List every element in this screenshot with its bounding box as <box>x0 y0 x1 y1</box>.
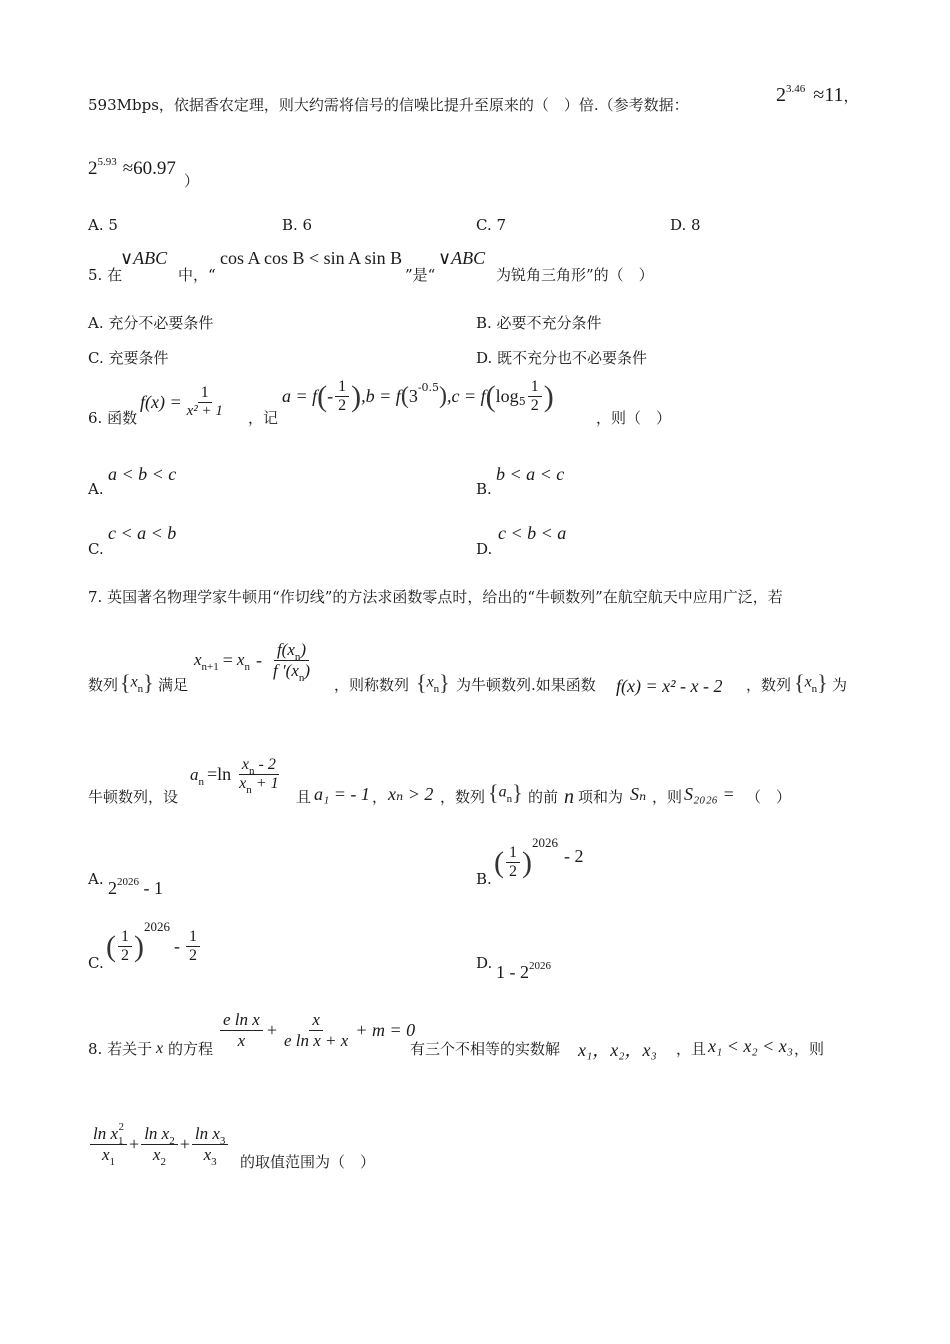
q6-fx: f(x) = <box>140 391 182 412</box>
q6-paren-b-close: ) <box>439 383 448 410</box>
q8-frac1-num: e ln x <box>220 1010 263 1031</box>
q7-l2-b: 满足 <box>158 676 189 694</box>
q8-roots: x₁，x₂，x₃ <box>578 1040 657 1060</box>
q7-option-c-math <box>106 918 202 966</box>
q7-optC-half2 <box>186 928 200 966</box>
q7-l3-a: 牛顿数列，设 <box>88 788 179 806</box>
q7-xn: $x_n$ <box>236 650 250 674</box>
q7-option-c-label: C. <box>88 954 104 972</box>
q6-log: log <box>495 386 519 407</box>
q7-optB-den: 2 <box>509 863 517 881</box>
q7-optB-paren-close: ) <box>522 845 532 879</box>
q7-optB-half <box>506 844 520 882</box>
q6-three: 3 <box>408 386 418 407</box>
q8-expr-frac3 <box>192 1124 229 1168</box>
q4-option-d: D. 8 <box>670 216 701 234</box>
q8-expr-num1: $\ln x_1^2$ <box>90 1124 127 1145</box>
q8-suffix: 有三个不相等的实数解 <box>410 1040 561 1058</box>
q7-seq-xn-1: $\{x_n\}$ <box>120 670 154 695</box>
q6-paren-b-open: ( <box>400 383 409 410</box>
q7-l3-s2026: S₂₀₂₆ = <box>684 784 735 804</box>
q4-ref1-base: 2 <box>776 84 786 106</box>
q6-a-def: a = f <box>282 386 318 407</box>
q7-optC-paren-open: ( <box>106 929 116 963</box>
q8-frac1-den: x <box>237 1030 246 1050</box>
q7-optC-den2: 2 <box>189 947 197 965</box>
q7-optA-exp: 2026 <box>117 876 139 888</box>
q6-paren-c-close: ) <box>543 379 554 413</box>
q7-xn1: $x_{n+1}$ <box>194 650 219 674</box>
q8-expr-num2: $\ln x_2$ <box>141 1124 178 1145</box>
q8-equation <box>218 1010 415 1050</box>
q7-option-a-label: A. <box>88 870 104 888</box>
q7-an-def <box>190 756 284 797</box>
q5-option-b: B. 必要不充分条件 <box>476 314 602 332</box>
q8-order: x₁ < x₂ < x₃ <box>708 1036 794 1056</box>
q7-frac <box>270 640 313 684</box>
q7-an-num: $x_n - 2$ <box>239 756 279 775</box>
q4-ref2 <box>88 158 176 180</box>
q6-fraction <box>184 384 226 421</box>
q8-expr-den2: $x_2$ <box>152 1144 166 1168</box>
q8-expr-frac2 <box>141 1124 178 1168</box>
q7-option-b-math <box>494 834 584 882</box>
q4-comma: ， <box>843 87 859 105</box>
q8-eq-tail: + m = 0 <box>355 1019 416 1040</box>
q7-option-a-math: $2^{2026} - 1$ <box>108 876 163 898</box>
q4-option-c: C. 7 <box>476 216 507 234</box>
q7-seq-an: $\{a_n\}$ <box>488 780 523 805</box>
q7-an-frac <box>236 756 281 797</box>
q8-frac1 <box>220 1010 263 1050</box>
q7-optD-exp: 2026 <box>529 960 551 972</box>
q5-triangle-1: ∨ABC <box>120 248 168 268</box>
q8-expression <box>88 1121 230 1168</box>
q4-ref2-approx: ≈60.97 <box>122 158 176 179</box>
q4-ref1-approx: ≈11 <box>813 84 844 106</box>
q7-optC-paren-close: ) <box>134 929 144 963</box>
q8-expr-den1: $x_1$ <box>101 1144 116 1168</box>
q5-suffix: 为锐角三角形”的（ ） <box>496 266 654 284</box>
q6-neg: - <box>327 386 334 407</box>
q7-optC-exp: 2026 <box>144 918 170 934</box>
q7-l2-a: 数列 <box>88 676 119 694</box>
q8-range: 的取值范围为（ ） <box>240 1153 376 1171</box>
q8-then: ，则 <box>794 1040 825 1058</box>
q7-l3-d: ，数列 <box>440 788 486 806</box>
q7-optB-tail: - 2 <box>564 846 584 867</box>
q6-prefix: 6. 函数 <box>88 409 138 427</box>
q7-l3-a1: a₁ = - 1 <box>314 784 370 804</box>
q7-optB-exp: 2026 <box>532 834 558 850</box>
q8-x: x <box>156 1040 164 1057</box>
q4-ref1-exp: 3.46 <box>786 83 806 95</box>
q7-option-d-label: D. <box>476 954 493 972</box>
q7-l3-e: 的前 <box>528 788 559 806</box>
q6-log-base: 5 <box>518 395 526 409</box>
q8-frac2-num: x <box>309 1010 323 1031</box>
q6-option-b-label: B. <box>476 480 492 498</box>
q7-optC-tail: - <box>174 936 180 957</box>
q7-l2-f: f(x) = x² - x - 2 <box>616 676 723 696</box>
q7-minus: - <box>255 649 262 670</box>
q6-mid: ，记 <box>248 409 279 427</box>
q6-paren-a-open: ( <box>317 379 328 413</box>
q5-option-d: D. 既不充分也不必要条件 <box>476 349 648 367</box>
q6-option-d-math: c < b < a <box>498 523 567 543</box>
q7-option-b-label: B. <box>476 870 492 888</box>
q6-half-c-den: 2 <box>530 397 539 415</box>
q7-optC-den: 2 <box>121 947 129 965</box>
q7-optB-paren-open: ( <box>494 845 504 879</box>
q8-expr-num3: $\ln x_3$ <box>192 1124 229 1145</box>
q4-option-b: B. 6 <box>282 216 313 234</box>
q6-option-a-label: A. <box>88 480 104 498</box>
q7-seq-xn-3: $\{x_n\}$ <box>794 670 828 695</box>
q5-triangle-2: ∨ABC <box>438 248 486 268</box>
q6-half-c-num: 1 <box>528 378 542 397</box>
q6-suffix: ，则（ ） <box>596 409 672 427</box>
q6-half-a-den: 2 <box>338 397 347 415</box>
q4-ref2-exp: 5.93 <box>97 156 117 168</box>
q8-expr-den3: $x_3$ <box>203 1144 217 1168</box>
q7-frac-num: $f(x_n)$ <box>274 640 309 661</box>
q7-an: $a_n$ <box>190 764 204 788</box>
q7-optB-num: 1 <box>506 844 520 863</box>
q6-frac-den: x² + 1 <box>186 403 223 420</box>
q6-option-c-math: c < a < b <box>108 523 177 543</box>
q4-option-a: A. 5 <box>88 216 118 234</box>
q8-frac2 <box>281 1010 351 1050</box>
q7-an-eq: =ln <box>207 764 232 785</box>
q7-l2-c: ，则称数列 <box>334 676 410 694</box>
q7-l3-sn: Sₙ <box>630 784 647 804</box>
q7-line1: 7. 英国著名物理学家牛顿用“作切线”的方法求函数零点时，给出的“牛顿数列”在航空航天中应用广泛，若 <box>88 588 783 606</box>
q8-expr-frac1 <box>90 1121 127 1168</box>
q6-option-d-label: D. <box>476 540 493 558</box>
q5-option-a: A. 充分不必要条件 <box>88 314 214 332</box>
q7-optC-num2: 1 <box>186 928 200 947</box>
q6-option-a-math: a < b < c <box>108 464 177 484</box>
q6-paren-c-open: ( <box>485 379 496 413</box>
q8-expr-plus2: + <box>179 1133 190 1154</box>
q6-three-exp: -0.5 <box>417 381 440 395</box>
q7-optC-half <box>118 928 132 966</box>
q6-abc-defs <box>282 378 554 416</box>
q7-l3-f: 项和为 <box>578 788 624 806</box>
q6-function-def <box>140 384 228 421</box>
q7-l2-d: 为牛顿数列.如果函数 <box>456 676 596 694</box>
q5-mid1: 中，“ <box>178 266 216 284</box>
q7-l2-g: 为 <box>832 676 848 694</box>
q8-expr-plus1: + <box>129 1133 140 1154</box>
q5-option-c: C. 充要条件 <box>88 349 169 367</box>
q6-option-c-label: C. <box>88 540 104 558</box>
q8-plus: + <box>266 1019 277 1040</box>
q7-optC-num: 1 <box>118 928 132 947</box>
q7-l3-b: 且 <box>296 788 312 806</box>
q4-text-line1: 593Mbps，依据香农定理，则大约需将信号的信噪比提升至原来的（ ）倍.（参考数据： <box>88 96 689 114</box>
q7-frac-den: f $'(x_n)$ <box>272 660 311 684</box>
q6-option-b-math: b < a < c <box>496 464 565 484</box>
q7-l3-xn: xₙ > 2 <box>388 784 434 804</box>
q8-frac2-den: e ln x + x <box>283 1030 349 1050</box>
q6-half-a <box>335 378 349 416</box>
q6-b-def: ,b = f <box>361 386 401 407</box>
q6-c-def: ,c = f <box>447 386 486 407</box>
q4-ref1 <box>776 84 859 107</box>
q7-l3-g: ，则 <box>652 788 683 806</box>
q4-ref2-base: 2 <box>88 158 98 179</box>
q7-eq: = <box>222 649 233 670</box>
q7-l2-e: ，数列 <box>746 676 792 694</box>
q6-half-c <box>528 378 542 416</box>
q5-mid2: ”是“ <box>405 266 436 284</box>
q8-and: ，且 <box>676 1040 707 1058</box>
q6-paren-a-close: ) <box>351 379 362 413</box>
q6-frac-num: 1 <box>198 384 212 403</box>
q5-condition: cos A cos B < sin A sin B <box>220 248 403 268</box>
q7-l3-h: （ ） <box>746 788 792 806</box>
q4-close: ） <box>184 172 200 190</box>
q7-an-den: $x_n + 1$ <box>239 775 279 797</box>
q8-prefix: 8. 若关于 <box>88 1040 153 1058</box>
q6-half-a-num: 1 <box>335 378 349 397</box>
q7-l3-n: n <box>564 786 574 808</box>
q5-prefix: 5. 在 <box>88 266 123 284</box>
q7-l3-c: ， <box>372 788 388 806</box>
q8-mid: 的方程 <box>168 1040 214 1058</box>
q7-option-d-math: $1 - 2^{2026}$ <box>496 960 551 982</box>
q7-seq-xn-2: $\{x_n\}$ <box>416 670 450 695</box>
q7-newton-formula <box>194 640 315 684</box>
